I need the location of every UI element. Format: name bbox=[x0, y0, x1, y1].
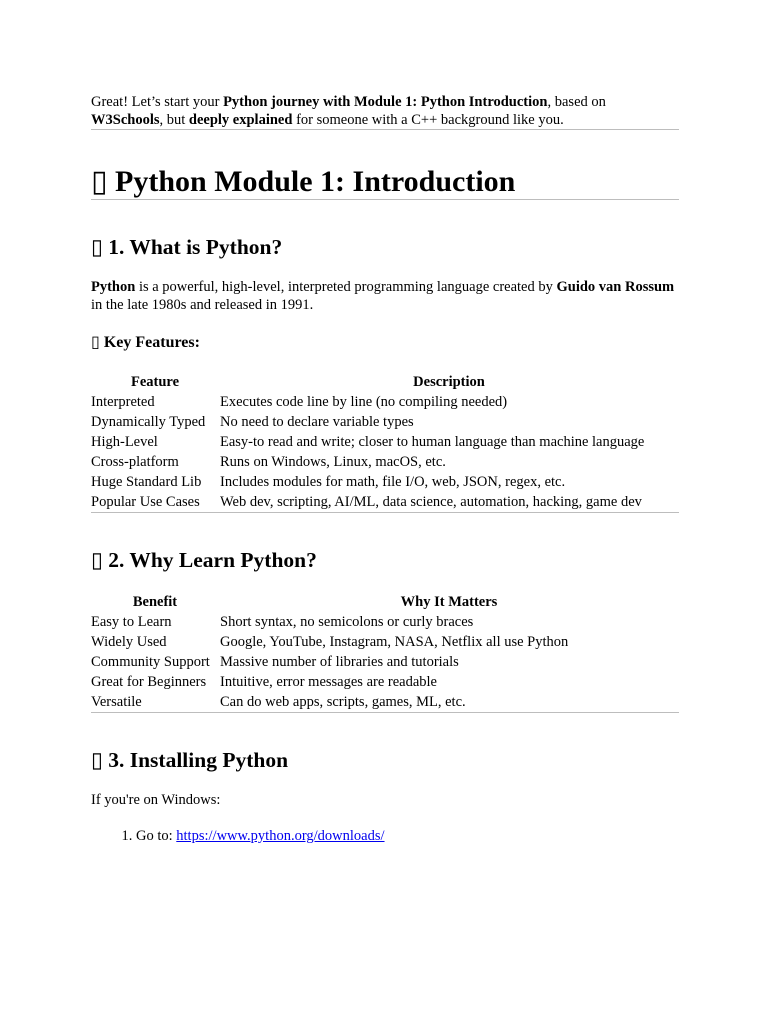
section3-title: 3. Installing Python bbox=[108, 748, 289, 772]
table-cell: Community Support bbox=[91, 654, 210, 670]
table-row bbox=[91, 432, 679, 452]
missing-glyph-icon: ▯ bbox=[91, 334, 100, 351]
table-cell: Massive number of libraries and tutorials bbox=[220, 654, 459, 670]
table-cell: Executes code line by line (no compiling needed) bbox=[220, 394, 508, 410]
divider bbox=[91, 129, 679, 130]
table-cell: Easy to Learn bbox=[91, 614, 172, 630]
features-table bbox=[91, 373, 679, 512]
divider bbox=[91, 712, 679, 713]
table-cell: Google, YouTube, Instagram, NASA, Netflix all use Python bbox=[220, 634, 569, 650]
table-row bbox=[91, 632, 679, 652]
table-cell: Versatile bbox=[91, 694, 142, 710]
missing-glyph-icon: ▯ bbox=[91, 748, 103, 772]
module-title-text: Python Module 1: Introduction bbox=[115, 165, 516, 198]
table-row bbox=[91, 652, 679, 672]
table-cell: Great for Beginners bbox=[91, 674, 207, 690]
section3-paragraph: If you're on Windows: bbox=[91, 792, 221, 808]
benefits-table-wrapper bbox=[91, 593, 679, 712]
table-cell: Huge Standard Lib bbox=[91, 474, 202, 490]
list-item bbox=[136, 827, 679, 845]
table-row bbox=[91, 392, 679, 412]
missing-glyph-icon: ▯ bbox=[91, 165, 108, 198]
key-features-title: Key Features: bbox=[103, 334, 200, 351]
table-row bbox=[91, 472, 679, 492]
table-row bbox=[91, 672, 679, 692]
intro-bold-module: Python journey with Module 1: Python Introduction bbox=[223, 94, 548, 110]
table-cell: No need to declare variable types bbox=[220, 414, 414, 430]
module-title bbox=[91, 165, 679, 199]
table-cell: Can do web apps, scripts, games, ML, etc. bbox=[220, 694, 466, 710]
missing-glyph-icon: ▯ bbox=[91, 235, 103, 259]
benefits-table bbox=[91, 593, 679, 712]
table-cell: Short syntax, no semicolons or curly braces bbox=[220, 614, 474, 630]
table-header-cell: Benefit bbox=[132, 594, 178, 610]
missing-glyph-icon: ▯ bbox=[91, 548, 103, 572]
table-cell: Web dev, scripting, AI/ML, data science, automation, hacking, game dev bbox=[220, 494, 642, 510]
table-header-row bbox=[91, 373, 679, 392]
table-header-row bbox=[91, 593, 679, 612]
table-row bbox=[91, 492, 679, 512]
table-cell: Dynamically Typed bbox=[91, 414, 206, 430]
table-row bbox=[91, 692, 679, 712]
table-cell: Cross-platform bbox=[91, 454, 179, 470]
intro-bold-w3schools: W3Schools bbox=[91, 112, 160, 128]
table-cell: Widely Used bbox=[91, 634, 167, 650]
python-bold: Python bbox=[91, 279, 136, 295]
table-cell: Interpreted bbox=[91, 394, 155, 410]
section1-heading bbox=[91, 234, 679, 260]
step1-label: Go to: bbox=[136, 828, 177, 844]
table-header-cell: Why It Matters bbox=[400, 594, 498, 610]
table-cell: Popular Use Cases bbox=[91, 494, 200, 510]
intro-text-3: , but bbox=[159, 112, 189, 128]
intro-text-2: , based on bbox=[547, 94, 606, 110]
table-cell: High-Level bbox=[91, 434, 158, 450]
table-cell: Includes modules for math, file I/O, web, JSON, regex, etc. bbox=[220, 474, 566, 490]
table-row bbox=[91, 612, 679, 632]
key-features-heading bbox=[91, 333, 679, 353]
table-cell: Easy-to read and write; closer to human language than machine language bbox=[220, 434, 645, 450]
section1-text-2: in the late 1980s and released in 1991. bbox=[91, 297, 314, 313]
install-steps-list bbox=[91, 827, 679, 845]
python-downloads-link[interactable]: https://www.python.org/downloads/ bbox=[176, 828, 385, 844]
intro-text-4: for someone with a C++ background like you. bbox=[292, 112, 564, 128]
document-content bbox=[91, 93, 679, 845]
section1-paragraph bbox=[91, 278, 679, 314]
section1-text-1: is a powerful, high-level, interpreted programming language created by bbox=[135, 279, 557, 295]
section2-title: 2. Why Learn Python? bbox=[108, 548, 317, 572]
intro-text-1: Great! Let’s start your bbox=[91, 94, 224, 110]
table-cell: Runs on Windows, Linux, macOS, etc. bbox=[220, 454, 446, 470]
guido-bold: Guido van Rossum bbox=[556, 279, 675, 295]
table-row bbox=[91, 452, 679, 472]
table-header-cell: Feature bbox=[130, 374, 180, 390]
divider bbox=[91, 199, 679, 200]
table-row bbox=[91, 412, 679, 432]
divider bbox=[91, 512, 679, 513]
intro-bold-deeply: deeply explained bbox=[188, 112, 293, 128]
table-header-cell: Description bbox=[413, 374, 485, 390]
section1-title: 1. What is Python? bbox=[108, 235, 283, 259]
intro-paragraph bbox=[91, 93, 679, 129]
section2-heading bbox=[91, 547, 679, 573]
table-cell: Intuitive, error messages are readable bbox=[220, 674, 437, 690]
features-table-wrapper bbox=[91, 373, 679, 512]
section3-heading bbox=[91, 747, 679, 773]
